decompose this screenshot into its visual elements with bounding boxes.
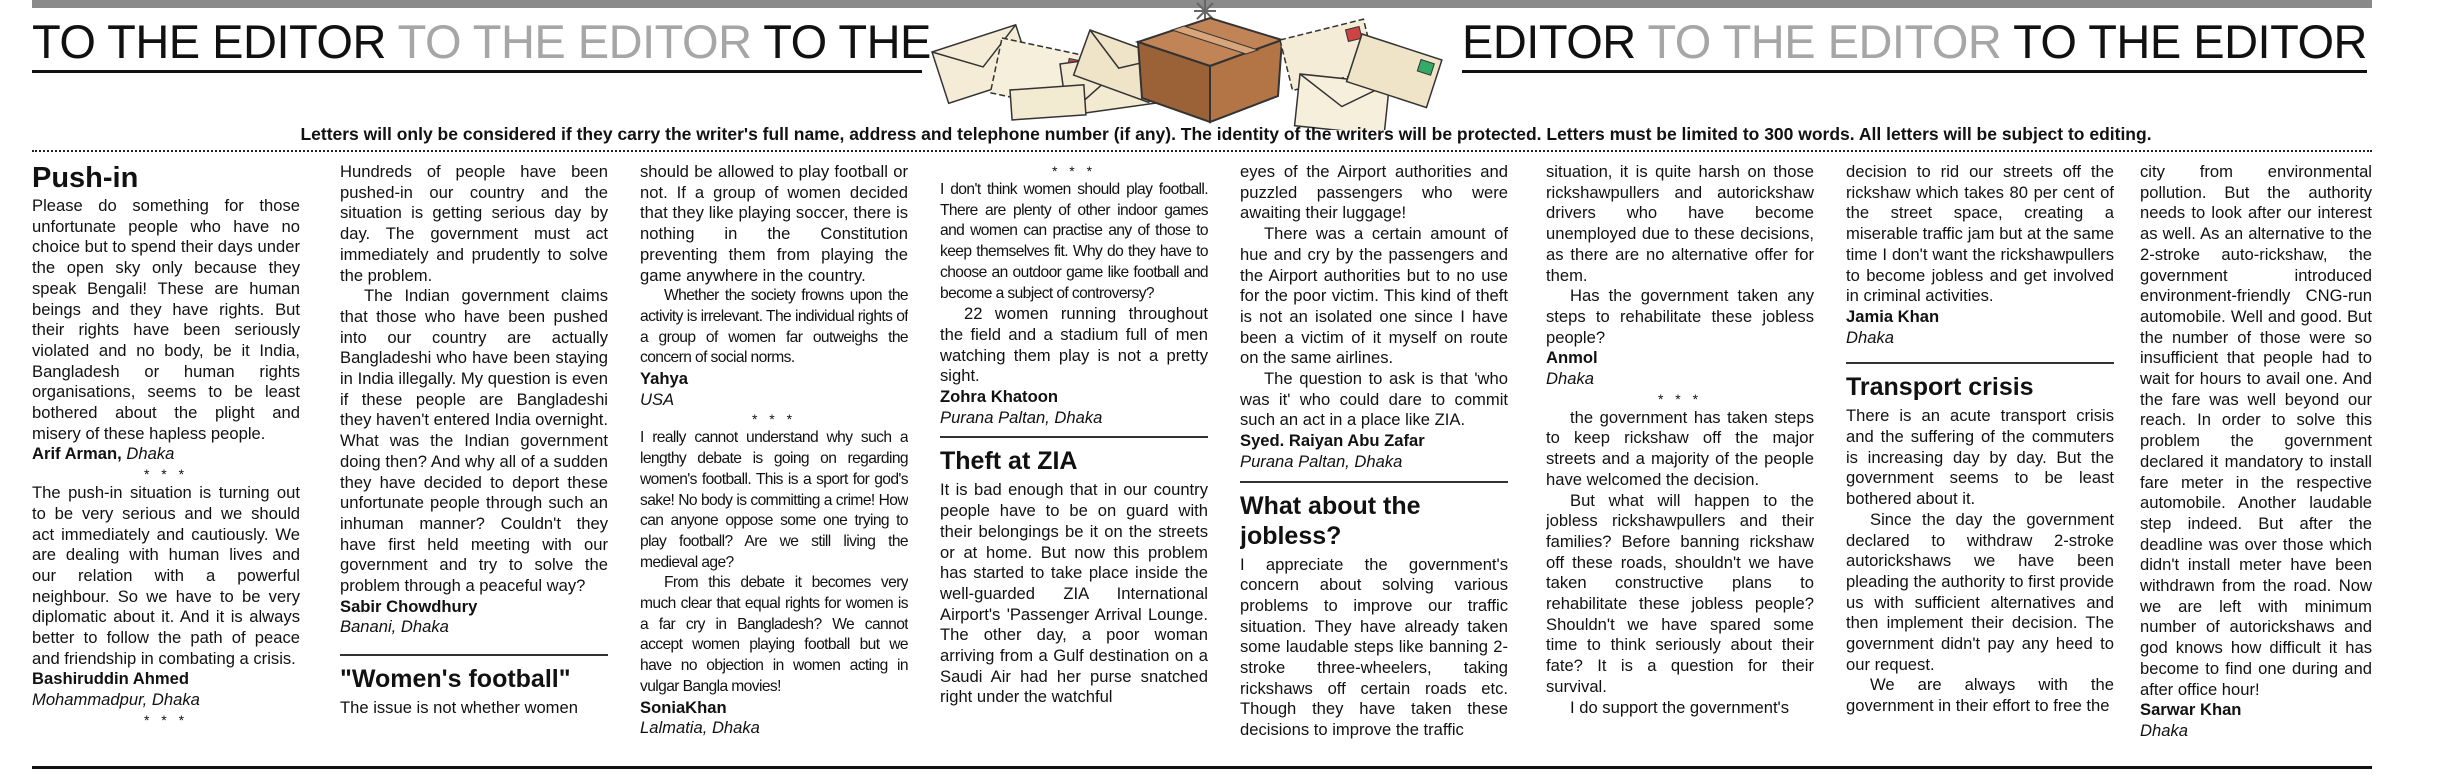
letter-place: Purana Paltan, Dhaka [1240, 451, 1403, 471]
letter-paragraph: But what will happen to the jobless rickshawpullers and their families? Before banning rickshaw off these roads, shouldn't we have taken constructive plans to rehabilitate these jobless people? Shouldn't we have spared some time to think seriously about their fate? It is a question for their survival. [1546, 490, 1814, 696]
column-1 [32, 162, 300, 757]
column-7 [1846, 162, 2114, 757]
letter-author: Sabir Chowdhury [340, 596, 478, 616]
letter-paragraph: Whether the society frowns upon the activity is irrelevant. The individual rights of a group of women far outweighs the concern of social norms. [640, 287, 908, 367]
letter-paragraph: city from environmental pollution. But the authority needs to look after our interest as well. As an alternative to the 2-stroke auto-rickshaw, the government introduced environment-friendly CNG-run automobile. Well and good. But the number of those were so insufficient that people had to wait for hours to avail one. And the fare was well beyond our reach. In order to solve this problem the government declared it mandatory to install fare meter in the respective automobile. Another laudable step indeed. But after the deadline was over those which didn't install meter have been withdrawn from the road. Now we are left with minimum number of autorickshaws and god knows how difficult it has become to find one during and after office hour! [2140, 162, 2372, 699]
column-2 [340, 162, 608, 757]
letter-paragraph: We are always with the government in their effort to free the [1846, 675, 2114, 716]
column-4 [940, 162, 1208, 757]
column-6 [1546, 162, 1814, 757]
banner-text: EDITOR [1462, 15, 1636, 68]
letter-paragraph: The Indian government claims that those who have been pushed into our country are actually Bangladeshi who have been staying in India illegally. My question is even if these people are Bangladeshi they haven't entered India overnight. What was the Indian government doing then? And why all of a sudden they have decided to deport these unfortunate people through such an inhuman manner? Couldn't they have first held meeting with our government and try to solve the problem through a peaceful way? [340, 286, 608, 596]
banner-text: TO THE EDITOR [32, 15, 386, 68]
letter-paragraph: Hundreds of people have been pushed-in our country and the situation is getting serious day by day. The government must act immediately and prudently to solve the problem. [340, 162, 608, 285]
column-5 [1240, 162, 1508, 757]
section-rule [1240, 481, 1508, 483]
dotted-divider [32, 150, 2372, 152]
letter-paragraph: Has the government taken any steps to rehabilitate these jobless people? [1546, 286, 1814, 347]
article-title: Theft at ZIA [940, 447, 1078, 476]
envelopes-illustration [910, 0, 1470, 130]
banner-left [32, 12, 931, 72]
banner-underline-right [1462, 70, 2367, 73]
letter-place: Mohammadpur, Dhaka [32, 690, 200, 710]
letter-place: Banani, Dhaka [340, 617, 449, 637]
column-8 [2140, 162, 2372, 757]
submission-notice: Letters will only be considered if they carry the writer's full name, address and telephone number (if any). The identity of the writers will be protected. Letters must be limited to 300 words. All letters will be subject to editing. [300, 124, 2152, 144]
banner-text: TO THE [763, 15, 931, 68]
article-title: Transport crisis [1846, 373, 2034, 402]
letter-paragraph: I appreciate the government's concern about solving various problems to improve our traffic situation. They have already taken some laudable steps like banning 2-stroke three-wheelers, taking rickshaws off certain roads etc. Though they have taken these decisions to improve the traffic [1240, 554, 1508, 740]
section-rule [940, 436, 1208, 438]
article-title: What about the jobless? [1240, 491, 1421, 550]
letter-paragraph: The question to ask is that 'who was it' who could dare to commit such an act in a place like ZIA. [1240, 369, 1508, 430]
letter-paragraph: There is an acute transport crisis and the suffering of the commuters is increasing day by day. But the government seems to be least bothered about it. [1846, 406, 2114, 509]
letter-paragraph: Since the day the government declared to withdraw 2-stroke autorickshaws we have been pleading the authority to first provide us with sufficient alternatives and then implement their decision. The government didn't pay any heed to our request. [1846, 509, 2114, 674]
article-title: "Women's football" [340, 665, 571, 694]
letter-place: Dhaka [2140, 720, 2188, 740]
bottom-rule [32, 766, 2372, 769]
letter-paragraph: eyes of the Airport authorities and puzzled passengers who were awaiting their luggage! [1240, 162, 1508, 223]
banner-text: TO THE EDITOR [1647, 15, 2002, 68]
letter-author: SoniaKhan [640, 697, 727, 717]
letter-place: USA [640, 389, 675, 409]
letter-place: Purana Paltan, Dhaka [940, 407, 1103, 427]
letter-author: Bashiruddin Ahmed [32, 669, 190, 689]
separator-stars: * * * [1051, 163, 1097, 179]
letter-paragraph: situation, it is quite harsh on those rickshawpullers and autorickshaw drivers who have become unemployed due to these decisions, as there are no alternative offer for them. [1546, 162, 1814, 285]
letter-paragraph: should be allowed to play football or not. If a group of women decided that they like playing soccer, there is nothing in the Constitution preventing them from playing the game anywhere in the country. [640, 162, 908, 285]
separator-stars: * * * [143, 466, 189, 483]
letter-paragraph: The issue is not whether women [340, 698, 578, 718]
banner-right [1462, 12, 2367, 72]
letter-paragraph: I do support the government's [1570, 697, 1790, 717]
letter-paragraph: 22 women running throughout the field and a stadium full of men watching them play is not a pretty sight. [940, 304, 1208, 386]
letter-author: Yahya [640, 369, 688, 389]
separator-stars: * * * [1657, 390, 1703, 407]
letter-paragraph: There was a certain amount of hue and cry by the passengers and the Airport authorities but to no use for the poor victim. This kind of theft is not an isolated one since I have been a victim of it myself on route on the same airlines. [1240, 224, 1508, 368]
letter-paragraph: The push-in situation is turning out to be very serious and we should act immediately and cautiously. We are dealing with human lives and our relation with a powerful neighbour. So we have to be very diplomatic about it. And it is always better to follow the path of peace and friendship in combating a crisis. [32, 483, 300, 668]
letter-paragraph: It is bad enough that in our country people have to be on guard with their belongings be it on the streets or at home. But now this problem has started to take place inside the well-guarded ZIA International Airport's 'Passenger Arrival Lounge. The other day, a poor woman arriving from a Gulf destination on a Saudi Air had her purse snatched right under the watchful [940, 480, 1208, 707]
separator-stars: * * * [751, 411, 797, 428]
letter-author: Syed. Raiyan Abu Zafar [1240, 431, 1425, 451]
letter-paragraph: decision to rid our streets off the rickshaw which takes 80 per cent of the street space, creating a miserable traffic jam but at the same time I don't want the rickshawpullers to become jobless and get involved in criminal activities. [1846, 162, 2114, 306]
banner-text: TO THE EDITOR [397, 15, 752, 68]
letter-paragraph: Please do something for those unfortunate people who have no choice but to spend their days under the open sky only because they speak Bengali! These are human beings and they have rights. But their rights have been seriously violated and no body, be it India, Bangladesh or human rights organisations, seems to be least bothered about the plight and misery of these hapless people. [32, 196, 300, 443]
letter-place: Lalmatia, Dhaka [640, 718, 760, 738]
article-title: Push-in [32, 162, 139, 194]
letter-author: Jamia Khan [1846, 306, 1940, 326]
section-rule [1846, 362, 2114, 364]
letter-paragraph: the government has taken steps to keep rickshaw off the major streets and a majority of the people have welcomed the decision. [1546, 407, 1814, 489]
section-rule [340, 654, 608, 656]
envelope-icon [1010, 85, 1086, 120]
package-box-icon [1138, 18, 1282, 122]
letter-author: Arif Arman, [32, 444, 122, 464]
letter-place: Dhaka [1846, 327, 1894, 347]
letter-paragraph: From this debate it becomes very much clear that equal rights for women is a far cry in Bangladesh? We cannot accept women playing football but we have no objection in women acting in vulgar Bangla movies! [640, 574, 908, 695]
letter-place: Dhaka [126, 444, 175, 464]
letter-paragraph: I really cannot understand why such a lengthy debate is going on regarding women's football. This is a sport for god's sake! No body is committing a crime! How can anyone oppose some one trying to play football? Are we still living the medieval age? [640, 429, 908, 571]
letter-author: Anmol [1546, 348, 1598, 368]
separator-stars: * * * [143, 711, 189, 728]
banner-underline-left [32, 70, 922, 73]
letter-author: Sarwar Khan [2140, 700, 2242, 720]
banner-text: TO THE EDITOR [2013, 15, 2367, 68]
letter-place: Dhaka [1546, 369, 1594, 389]
letter-paragraph: I don't think women should play football. There are plenty of other indoor games and women can practise any of those to keep themselves fit. Why do they have to choose an outdoor game like football and become a subject of controversy? [940, 181, 1208, 302]
column-3 [640, 162, 908, 757]
letter-author: Zohra Khatoon [940, 387, 1058, 407]
